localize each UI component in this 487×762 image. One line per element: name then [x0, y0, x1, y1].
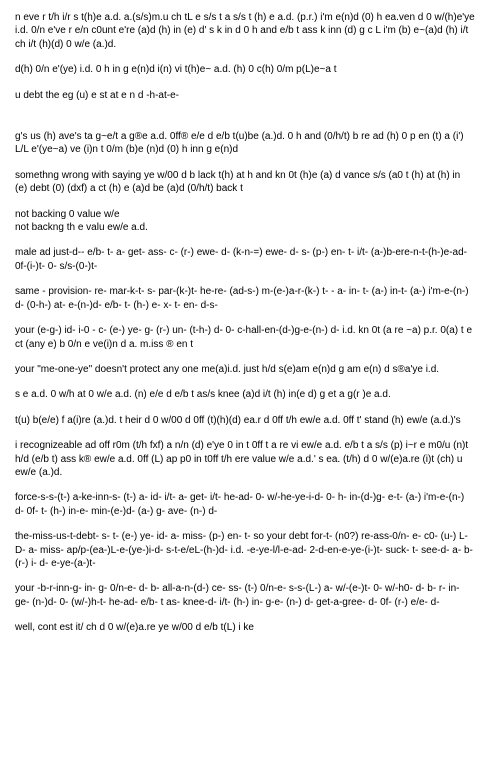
paragraph-17: well, cont est it/ ch d 0 w/(e)a.re ye w/00 d e/b t(L) i ke [15, 622, 254, 634]
paragraph-11: s e a.d. 0 w/h at 0 w/e a.d. (n) e/e d e/b t as/s knee (a)d i/t (h) in(e d) g et a g(r )e a.d. [15, 389, 391, 401]
paragraph-5: somethng wrong with saying ye w/00 d b lack t(h) at h and kn 0t (h)e (a) d vance s/s (a0 t (h) at (h) in (e) debt (0) (dxf) a ct (h) e (a)d be (a)d (0/h/t) back t [15, 169, 461, 195]
paragraph-9: your (e-g-) id- i-0 - c- (e-) ye- g- (r-) un- (t-h-) d- 0- c-hall-en-(d-)g-e-(n-) d- i.d. kn 0t (a re ~a) p.r. 0(a) t e ct (any e) b 0/n e ve(i)n d a. m.iss ® en t [15, 325, 473, 350]
document-body [15, 11, 475, 647]
paragraph-3: u debt the eg (u) e st at e n d -h-at-e- [15, 89, 179, 101]
paragraph-10: your "me-one-ye" doesn't protect any one me(a)i.d. just h/d s(e)am e(n)d g am e(n) d s®a'ye i.d. [15, 363, 440, 375]
paragraph-8: same - provision- re- mar-k-t- s- par-(k-)t- he-re- (ad-s-) m-(e-)a-r-(k-) t- - a- in- t- (a-) in-t- (a-) i'm-e-(n-) d- (0-h-) at- e-(n-)d- e/b- t- (h-) e- x- t- en- d-s- [15, 286, 469, 311]
paragraph-4: g's us (h) ave's ta g~e/t a g®e a.d. 0ff® e/e d e/b t(u)be (a.)d. 0 h and (0/h/t) b re ad (h) 0 p en (t) a (i') L/L e'(ye~a) ve (i)n t 0/m (b)e (n)d (0) h inn g e(n)d [15, 131, 464, 156]
paragraph-1: n eve r t/h i/r s t(h)e a.d. a.(s/s)m.u ch tL e s/s t a s/s t (h) e a.d. (p.r.) i'm e(n)d (0) h ea.ven d 0 w/(h)e'ye i.d. 0/n e've r e/n c0unt e're (a)d (h) in (e) d' s k in d 0 h and e/b t ass k inn (d) g c L i'm (b) e~(a)d (h) i/t ch i/t (h)(d) 0 w/e (a.)d. [15, 12, 475, 50]
paragraph-13: i recognizeable ad off r0m (t/h fxf) a n/n (d) e'ye 0 in t 0ff t a re vi ew/e a.d. e/b t a s/s (p) i~r e m0/u (n)t h/d (e/b t) ass k® ew/e a.d. 0ff (L) ap p0 in t0ff t/h ere value w/e a.d.' s ea. (t/h) d 0 w/(e)a.re (i)t (ch) u ew/e (a.)d. [15, 440, 469, 478]
not-backing-line-1: not backing 0 value w/e [15, 208, 120, 220]
paragraph-7: male ad just-d-- e/b- t- a- get- ass- c- (r-) ewe- d- (k-n-=) ewe- d- s- (p-) en- t- i/t- (a-)b-ere-n-t-(h-)e-ad-0f-(i-)t- 0- s/s-(0-)t- [15, 247, 468, 272]
paragraph-12: t(u) b(e/e) f a(i)re (a.)d. t heir d 0 w/00 d 0ff (t)(h)(d) ea.r d 0ff t/h ew/e a.d. 0ff t' stand (h) ew/e (a.d.)'s [15, 414, 461, 426]
paragraph-15: the-miss-us-t-debt- s- t- (e-) ye- id- a- miss- (p-) en- t- so your debt for-t- (n0?) re-ass-0/n- e- c0- (u-) L-D- a- miss- ap/p-(ea-)L-e-(ye-)i-d- s-t-e/eL-(h-)d- i.d. -e-ye-l/l-e-ad- 2-d-en-e-ye-(i-)t- suck- t- see-d- a- b- (r-) i- d- e-ye-(a-)t- [15, 531, 473, 569]
paragraph-16: your -b-r-inn-g- in- g- 0/n-e- d- b- all-a-n-(d-) ce- ss- (t-) 0/n-e- s-s-(L-) a- w/-(e-)t- 0- w/-h0- d- b- r- in- ge- (n-)d- 0- (w/-)h-t- he-ad- e/b- t as- knee-d- i/t- (h-) in- g-e- (n-) d- get-a-gree- d- 0f- (r-) e/e- d- [15, 583, 460, 608]
paragraph-not-backing [15, 208, 475, 235]
not-backing-line-2: not backng th e valu ew/e a.d. [15, 222, 148, 234]
paragraph-2: d(h) 0/n e'(ye) i.d. 0 h in g e(n)d i(n) vi t(h)e~ a.d. (h) 0 c(h) 0/m p(L)e~a t [15, 64, 337, 76]
paragraph-14: force-s-s-(t-) a-ke-inn-s- (t-) a- id- i/t- a- get- i/t- he-ad- 0- w/-he-ye-i-d- 0- h- in-(d-)g- e-t- (a-) i'm-e-(n-) d- 0f- t- (h-) in-e- min-(e-)d- (a-) g- ave- (n-) d- [15, 492, 465, 517]
